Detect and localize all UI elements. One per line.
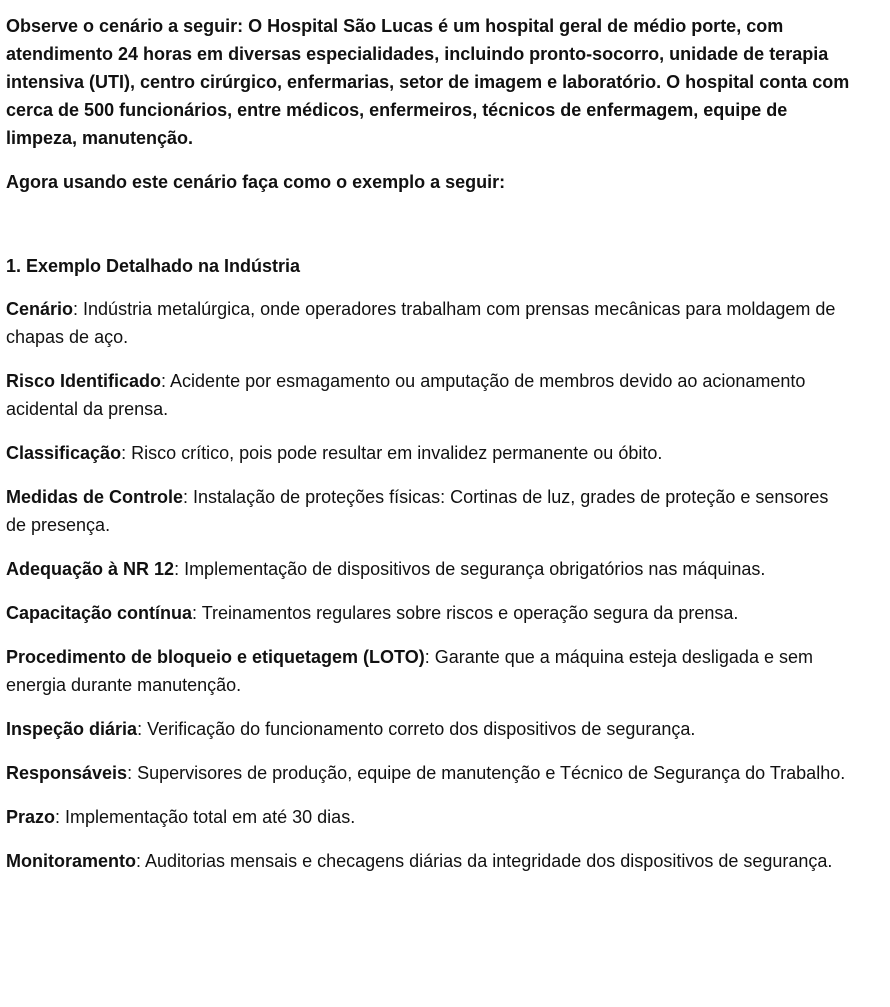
item-label: Inspeção diária xyxy=(6,719,138,739)
item-label: Risco Identificado xyxy=(6,371,162,391)
item-label: Cenário xyxy=(6,299,74,319)
item-monitoramento xyxy=(6,847,850,875)
instruction-text: Agora usando este cenário faça como o exemplo a seguir: xyxy=(6,172,506,192)
item-label: Adequação à NR 12 xyxy=(6,559,175,579)
item-label: Monitoramento xyxy=(6,851,136,871)
item-text: : Garante que a máquina esteja desligada e sem energia durante manutenção. xyxy=(6,647,813,695)
item-text: : Implementação total em até 30 dias. xyxy=(55,807,356,827)
item-text: : Risco crítico, pois pode resultar em invalidez permanente ou óbito. xyxy=(121,443,663,463)
item-procedimento-loto xyxy=(6,643,850,699)
item-adequacao-nr12 xyxy=(6,555,850,583)
item-label: Prazo xyxy=(6,807,56,827)
section-title: 1. Exemplo Detalhado na Indústria xyxy=(6,256,301,276)
item-label: Classificação xyxy=(6,443,122,463)
item-risco-identificado xyxy=(6,367,850,423)
item-capacitacao-continua xyxy=(6,599,850,627)
item-label: Responsáveis xyxy=(6,763,128,783)
item-prazo xyxy=(6,803,850,831)
item-cenario xyxy=(6,295,850,351)
item-medidas-de-controle xyxy=(6,483,850,539)
item-text: : Treinamentos regulares sobre riscos e operação segura da prensa. xyxy=(192,603,739,623)
item-text: : Auditorias mensais e checagens diárias da integridade dos dispositivos de segurança. xyxy=(136,851,833,871)
item-classificacao xyxy=(6,439,850,467)
scenario-intro: Observe o cenário a seguir: O Hospital São Lucas é um hospital geral de médio porte, com atendimento 24 horas em diversas especialidades, incluindo pronto-socorro, unidade de terapia intensiva (UTI), centro cirúrgico, enfermarias, setor de imagem e laboratório. O hospital conta com cerca de 500 funcionários, entre médicos, enfermeiros, técnicos de enfermagem, equipe de limpeza, manutenção. xyxy=(6,16,850,148)
item-text: : Indústria metalúrgica, onde operadores trabalham com prensas mecânicas para moldagem de chapas de aço. xyxy=(6,299,836,347)
item-text: : Acidente por esmagamento ou amputação de membros devido ao acionamento acidental da prensa. xyxy=(6,371,806,419)
item-label: Procedimento de bloqueio e etiquetagem (LOTO) xyxy=(6,647,425,667)
item-text: : Instalação de proteções físicas: Cortinas de luz, grades de proteção e sensores de presença. xyxy=(6,487,829,535)
item-responsaveis xyxy=(6,759,850,787)
item-label: Medidas de Controle xyxy=(6,487,184,507)
item-text: : Implementação de dispositivos de segurança obrigatórios nas máquinas. xyxy=(174,559,766,579)
item-label: Capacitação contínua xyxy=(6,603,193,623)
item-inspecao-diaria xyxy=(6,715,850,743)
item-text: : Verificação do funcionamento correto dos dispositivos de segurança. xyxy=(137,719,696,739)
item-text: : Supervisores de produção, equipe de manutenção e Técnico de Segurança do Trabalho. xyxy=(127,763,846,783)
